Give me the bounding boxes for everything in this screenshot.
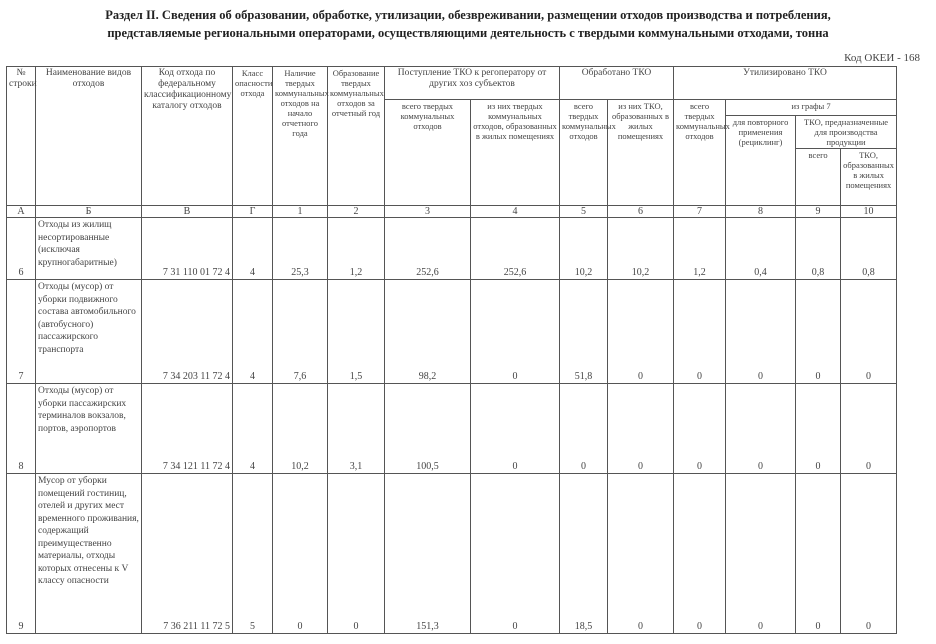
header-products-residential: ТКО, образованных в жилых помещениях <box>843 150 895 190</box>
value-cell: 10,2 <box>608 218 674 280</box>
header-processed-residential: из них ТКО, образованных в жилых помещениях <box>608 100 674 206</box>
value-cell: 0 <box>674 474 726 634</box>
column-number: Б <box>36 206 142 218</box>
value-cell: 1,5 <box>328 280 385 384</box>
waste-name: Мусор от уборки помещений гостиниц, отелей и других мест временного проживания, содержащий преимущественно материалы, отходы которых отнесены к V классу опасности <box>36 474 142 634</box>
value-cell: 0 <box>674 280 726 384</box>
column-number: 9 <box>796 206 841 218</box>
value-cell: 0 <box>273 474 328 634</box>
value-cell: 1,2 <box>674 218 726 280</box>
header-received-residential: из них твердых коммунальных отходов, образованных в жилых помещениях <box>471 100 560 206</box>
value-cell: 0,4 <box>726 218 796 280</box>
table-body <box>7 218 897 634</box>
header-products <box>796 116 897 206</box>
value-cell: 98,2 <box>385 280 471 384</box>
column-number: А <box>7 206 36 218</box>
value-cell: 0 <box>796 474 841 634</box>
hazard-class: 4 <box>233 218 273 280</box>
value-cell: 0 <box>726 384 796 474</box>
value-cell: 10,2 <box>273 384 328 474</box>
row-number: 8 <box>7 384 36 474</box>
value-cell: 0 <box>608 384 674 474</box>
value-cell: 10,2 <box>560 218 608 280</box>
header-stock-start: Наличие твердых коммунальных отходов на начало отчетного года <box>273 67 328 206</box>
value-cell: 0 <box>726 474 796 634</box>
value-cell: 0,8 <box>841 218 897 280</box>
value-cell: 0 <box>608 474 674 634</box>
value-cell: 25,3 <box>273 218 328 280</box>
value-cell: 0 <box>328 474 385 634</box>
waste-code: 7 34 121 11 72 4 <box>142 384 233 474</box>
section-title-line-1: Раздел II. Сведения об образовании, обработке, утилизации, обезвреживании, размещении отходов производства и потребления, <box>105 8 831 22</box>
waste-code: 7 36 211 11 72 5 <box>142 474 233 634</box>
header-utilized-group: Утилизировано ТКО <box>674 67 897 100</box>
header-generated: Образование твердых коммунальных отходов за отчетный год <box>328 67 385 206</box>
column-number: 6 <box>608 206 674 218</box>
value-cell: 18,5 <box>560 474 608 634</box>
value-cell: 0 <box>471 384 560 474</box>
header-waste-name: Наименование видов отходов <box>36 67 142 206</box>
header-utilized-total: всего твердых коммунальных отходов <box>674 100 726 206</box>
waste-name: Отходы (мусор) от уборки пассажирских терминалов вокзалов, портов, аэропортов <box>36 384 142 474</box>
value-cell: 7,6 <box>273 280 328 384</box>
column-number: 7 <box>674 206 726 218</box>
value-cell: 0 <box>560 384 608 474</box>
row-number: 7 <box>7 280 36 384</box>
hazard-class: 4 <box>233 280 273 384</box>
column-number: 10 <box>841 206 897 218</box>
row-number: 9 <box>7 474 36 634</box>
header-products-total: всего <box>796 149 841 205</box>
waste-code: 7 34 203 11 72 4 <box>142 280 233 384</box>
column-number: 4 <box>471 206 560 218</box>
value-cell: 0 <box>841 384 897 474</box>
value-cell: 0 <box>726 280 796 384</box>
value-cell: 0 <box>841 474 897 634</box>
value-cell: 0 <box>471 280 560 384</box>
waste-name: Отходы из жилищ несортированные (исключая крупногабаритные) <box>36 218 142 280</box>
value-cell: 252,6 <box>471 218 560 280</box>
value-cell: 0 <box>841 280 897 384</box>
value-cell: 100,5 <box>385 384 471 474</box>
header-products-label: ТКО, предназначенные для производства продукции <box>796 116 896 149</box>
table-row <box>7 384 897 474</box>
value-cell: 3,1 <box>328 384 385 474</box>
header-of-col7: из графы 7 <box>726 100 897 116</box>
column-number: 5 <box>560 206 608 218</box>
section-title-line-2: представляемые региональными операторами, осуществляющими деятельность с твердыми коммунальными отходами, тонна <box>107 26 829 40</box>
column-number: 1 <box>273 206 328 218</box>
value-cell: 51,8 <box>560 280 608 384</box>
value-cell: 0 <box>471 474 560 634</box>
column-number: 2 <box>328 206 385 218</box>
table-row <box>7 474 897 634</box>
column-number: 3 <box>385 206 471 218</box>
header-received-group: Поступление ТКО к регоператору от других хоз субъектов <box>385 67 560 100</box>
value-cell: 0 <box>796 384 841 474</box>
header-row-1 <box>7 67 897 100</box>
header-hazard-class: Класс опасности отхода <box>233 67 273 206</box>
column-number: Г <box>233 206 273 218</box>
table-row <box>7 218 897 280</box>
hazard-class: 4 <box>233 384 273 474</box>
unit-code: Код ОКЕИ - 168 <box>844 52 920 64</box>
hazard-class: 5 <box>233 474 273 634</box>
value-cell: 151,3 <box>385 474 471 634</box>
header-waste-code: Код отхода по федеральному классификационному каталогу отходов <box>142 67 233 206</box>
column-numbers-row <box>7 206 897 218</box>
value-cell: 0 <box>674 384 726 474</box>
value-cell: 0 <box>608 280 674 384</box>
header-received-total: всего твердых коммунальных отходов <box>385 100 471 206</box>
value-cell: 252,6 <box>385 218 471 280</box>
header-reuse: для повторного применения (рециклинг) <box>726 116 796 206</box>
column-number: В <box>142 206 233 218</box>
header-processed-total: всего твердых коммунальных отходов <box>560 100 608 206</box>
header-row-no: № строки <box>7 67 36 206</box>
waste-name: Отходы (мусор) от уборки подвижного состава автомобильного (автобусного) пассажирского транспорта <box>36 280 142 384</box>
header-processed-group: Обработано ТКО <box>560 67 674 100</box>
waste-table <box>6 66 897 634</box>
row-number: 6 <box>7 218 36 280</box>
waste-code: 7 31 110 01 72 4 <box>142 218 233 280</box>
value-cell: 0 <box>796 280 841 384</box>
value-cell: 0,8 <box>796 218 841 280</box>
column-number: 8 <box>726 206 796 218</box>
table-row <box>7 280 897 384</box>
value-cell: 1,2 <box>328 218 385 280</box>
